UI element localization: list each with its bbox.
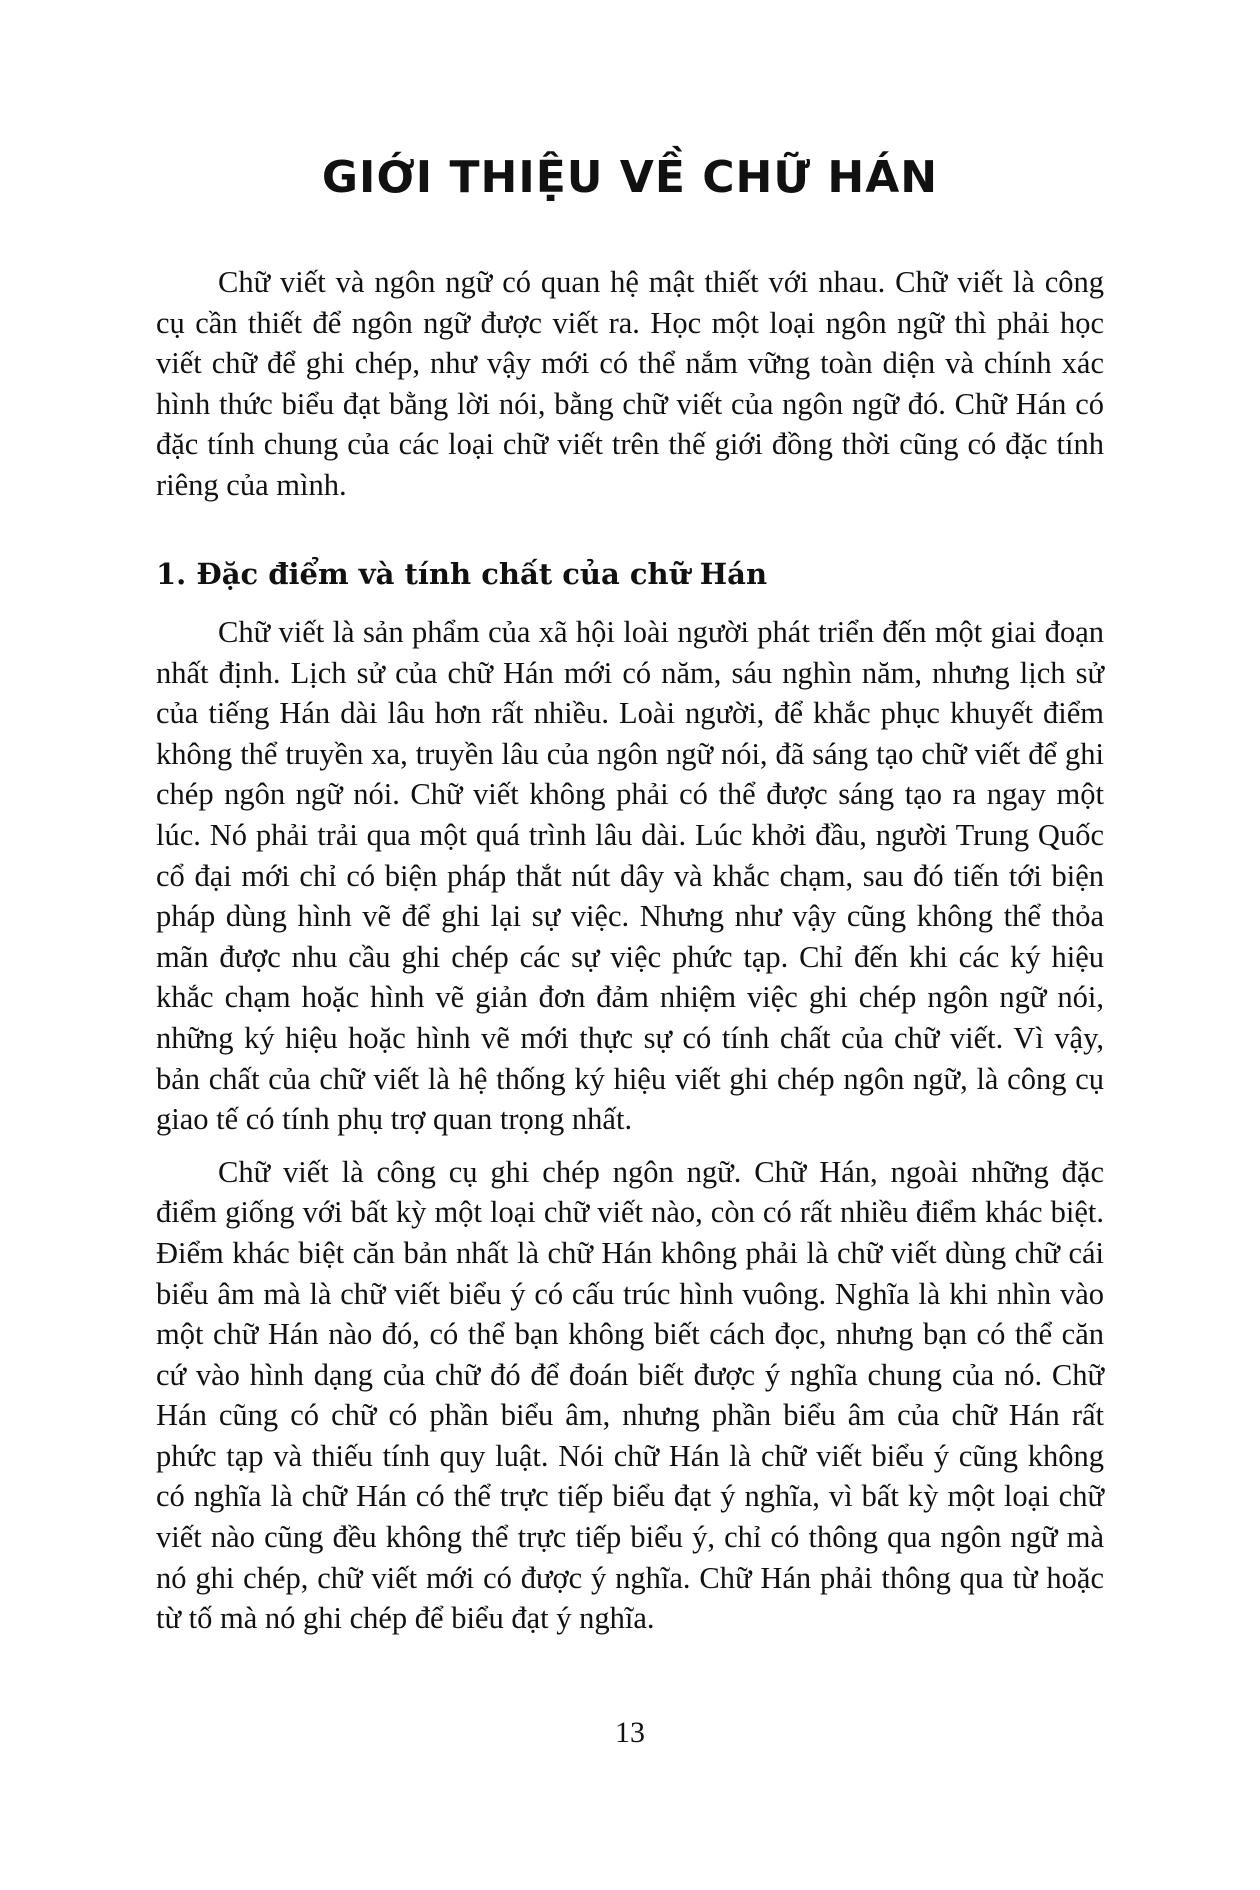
chapter-title: GIỚI THIỆU VỀ CHỮ HÁN: [321, 152, 939, 203]
section-body: [156, 612, 1104, 1639]
section-paragraph-2: Chữ viết là công cụ ghi chép ngôn ngữ. Chữ Hán, ngoài những đặc điểm giống với bất kỳ một loại chữ viết nào, còn có rất nhiều điểm khác biệt. Điểm khác biệt căn bản nhất là chữ Hán không phải là chữ viết dùng chữ cái biểu âm mà là chữ viết biểu ý có cấu trúc hình vuông. Nghĩa là khi nhìn vào một chữ Hán nào đó, có thể bạn không biết cách đọc, nhưng bạn có thể căn cứ vào hình dạng của chữ đó để đoán biết được ý nghĩa chung của nó. Chữ Hán cũng có chữ có phần biểu âm, nhưng phần biểu âm của chữ Hán rất phức tạp và thiếu tính quy luật. Nói chữ Hán là chữ viết biểu ý cũng không có nghĩa là chữ Hán có thể trực tiếp biểu đạt ý nghĩa, vì bất kỳ một loại chữ viết nào cũng đều không thể trực tiếp biểu ý, chỉ có thông qua ngôn ngữ mà nó ghi chép, chữ viết mới có được ý nghĩa. Chữ Hán phải thông qua từ hoặc từ tố mà nó ghi chép để biểu đạt ý nghĩa.: [156, 1154, 1104, 1636]
page-number: 13: [615, 1716, 645, 1749]
section-heading: 1. Đặc điểm và tính chất của chữ Hán: [156, 557, 768, 591]
intro-paragraph: Chữ viết và ngôn ngữ có quan hệ mật thiết với nhau. Chữ viết là công cụ cần thiết để ngôn ngữ được viết ra. Học một loại ngôn ngữ thì phải học viết chữ để ghi chép, như vậy mới có thể nắm vững toàn diện và chính xác hình thức biểu đạt bằng lời nói, bằng chữ viết của ngôn ngữ đó. Chữ Hán có đặc tính chung của các loại chữ viết trên thế giới đồng thời cũng có đặc tính riêng của mình.: [156, 265, 1104, 502]
section-paragraph-1: Chữ viết là sản phẩm của xã hội loài người phát triển đến một giai đoạn nhất định. Lịch sử của chữ Hán mới có năm, sáu nghìn năm, nhưng lịch sử của tiếng Hán dài lâu hơn rất nhiều. Loài người, để khắc phục khuyết điểm không thể truyền xa, truyền lâu của ngôn ngữ nói, đã sáng tạo chữ viết để ghi chép ngôn ngữ nói. Chữ viết không phải có thể được sáng tạo ra ngay một lúc. Nó phải trải qua một quá trình lâu dài. Lúc khởi đầu, người Trung Quốc cổ đại mới chỉ có biện pháp thắt nút dây và khắc chạm, sau đó tiến tới biện pháp dùng hình vẽ để ghi lại sự việc. Nhưng như vậy cũng không thể thỏa mãn được nhu cầu ghi chép các sự việc phức tạp. Chỉ đến khi các ký hiệu khắc chạm hoặc hình vẽ giản đơn đảm nhiệm việc ghi chép ngôn ngữ nói, những ký hiệu hoặc hình vẽ mới thực sự có tính chất của chữ viết. Vì vậy, bản chất của chữ viết là hệ thống ký hiệu viết ghi chép ngôn ngữ, là công cụ giao tế có tính phụ trợ quan trọng nhất.: [156, 615, 1104, 1137]
intro-section: [156, 262, 1104, 506]
